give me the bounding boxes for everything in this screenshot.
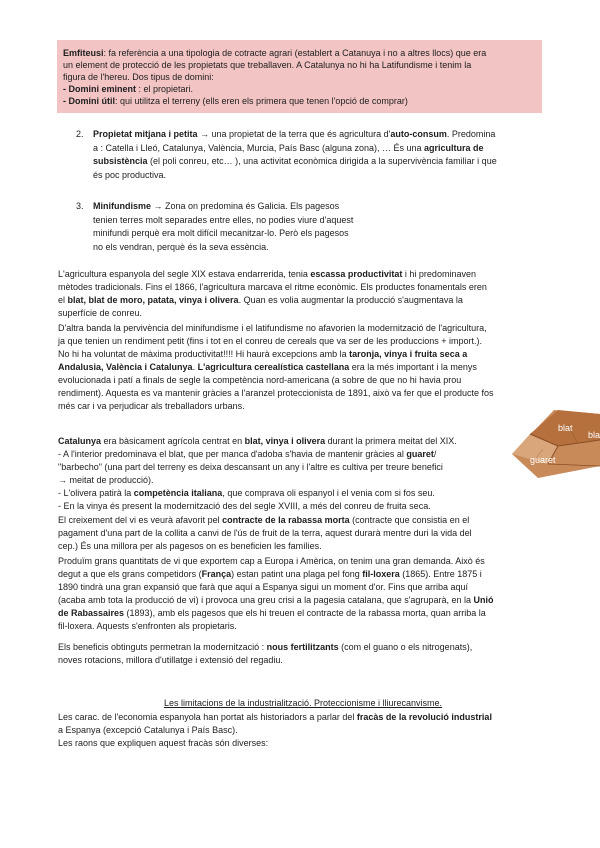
box-line: Emfiteusi: fa referència a una tipologia de cotracte agrari (establert a Catanuya i no a altres llocs) que era	[63, 48, 487, 58]
box-line: - Domini eminent : el propietari.	[63, 84, 194, 94]
paragraph-beneficis: Els beneficis obtinguts permetran la modernització : nous fertilitzants (com el guano o els nitrogenats), noves rotacions, millora d'utillatge i extensió del regadiu.	[58, 642, 473, 665]
text-line: Propietat mitjana i petita → una propietat de la terra que és agricultura d'auto-consum. Predomina	[93, 129, 496, 139]
box-line: - Domini útil: qui utilitza el terreny (ells eren els primera que tenen l'opció de comprar)	[63, 96, 408, 106]
box-line: un element de protecció de les propietats que treballaven. A Catalunya no hi ha Latifundisme i tenim la	[63, 60, 472, 70]
text-line: és poc productiva.	[93, 169, 167, 180]
text-line: minifundi perquè era molt difícil mecanitzar-lo. Però els pagesos	[93, 228, 349, 238]
label-bla: bla	[588, 430, 600, 440]
list-number: 3.	[76, 201, 84, 211]
list-item-3	[76, 200, 546, 254]
text-line: Minifundisme → Zona on predomina és Galicia. Els pagesos	[93, 201, 340, 211]
text-line: no els vendran, perquè és la seva essència.	[93, 241, 269, 252]
list-number: 2.	[76, 129, 84, 139]
paragraph-minifundisme: D'altra banda la pervivència del minifundisme i el latifundisme no afavorien la modernització de l'agricultura, ja que tenien un rendiment petit (fins i tot en el conreu de cereals que va ser de les produccions + import.). No hi ha voluntat de màxima productivitat!!!! Hi haurà excepcions amb la taronja, vinya i fruita seca a Andalusia, València i Catalunya. L'agricultura cerealística castellana era la més important i la menys evolucionada i patí a finals de segle la competència nord-americana (a sobre de que no hi havia prou rendiment). Aquesta es va mantenir gràcies a l'aranzel proteccionista de 1891, això va fer que el producte fos més car i va perjudicar als treballadors urbans.	[58, 323, 494, 411]
paragraph-catalunya: Catalunya era bàsicament agrícola centrat en blat, vinya i olivera durant la primera meitat del XIX. - A l'interior predominava el blat, que per manca d'adoba s'havia de mantenir gràcies al guaret/ "barbecho" (una part del terreny es deixa descansant un any i l'altre es cultiva per treure benefici → meitat de producció). - L'olivera patirà la competència italiana, que comprava oli espanyol i el venia com si fos seu. - En la vinya és present la modernització des del segle XVIII, a més del conreu de fruita seca.	[58, 436, 457, 511]
text-line: tenien terres molt separades entre elles, no podies viure d'aquest	[93, 214, 354, 225]
text-line: subsistència (el poli conreu, etc… ), una activitat econòmica dirigida a la supervivència familiar i que	[93, 156, 497, 166]
paragraph-vi-export: Produïm grans quantitats de vi que exportem cap a Europa i Amèrica, on tenim una gran demanda. Això és degut a que els grans competidors (França) estan patint una plaga pel fong fil-loxera (1865). Entre 1875 i 1890 tindrà una gran expansió que farà que aquí a Espanya sigui un moment d'or. Fins que arriba aquí (acaba amb tota la producció de vi) i provoca una greu crisi a la pagesia catalana, que s'agruparà, en la Unió de Rabassaires (1893), amb els pagesos que els hi treuen el contracte de la rabassa morta, quan arriba la fil-loxera. Aquests s'enfronten als propietaris.	[58, 556, 494, 631]
emfiteusi-box	[57, 40, 542, 113]
section-title: Les limitacions de la industrialització. Proteccionisme i lliurecanvisme.	[163, 698, 443, 708]
label-blat: blat	[558, 423, 573, 433]
paragraph-rabassa-morta: El creixement del vi es veurà afavorit pel contracte de la rabassa morta (contracte que consistia en el pagament d'una part de la collita a canvi de l'ús de fruit de la terra, aquest durarà mentre duri la vida del cep.) És una millora per als pagesos on es beneficien les famílies.	[58, 515, 472, 551]
paragraph-fracas: Les carac. de l'economia espanyola han portat als historiadors a parlar del fracàs de la revolució industrial a Espanya (excepció Catalunya i País Basc). Les raons que expliquen aquest fracàs són diverses:	[58, 712, 492, 748]
box-line: figura de l'hereu. Dos tipus de domini:	[63, 72, 214, 82]
fields-illustration	[508, 404, 600, 484]
text-line: a : Catella i Lleó, Catalunya, València, Murcia, País Basc (alguna zona), … És una agricultura de	[93, 142, 484, 153]
paragraph-agriculture: L'agricultura espanyola del segle XIX estava endarrerida, tenia escassa productivitat i hi predominaven mètodes tradicionals. Fins el 1866, l'agricultura marcava el ritme econòmic. Els productes fonamentals eren el blat, blat de moro, patata, vinya i olivera. Quan es volia augmentar la producció s'augmentava la superfície de conreu.	[58, 269, 487, 318]
list-item-2	[76, 128, 546, 182]
label-guaret: guaret	[530, 455, 556, 465]
